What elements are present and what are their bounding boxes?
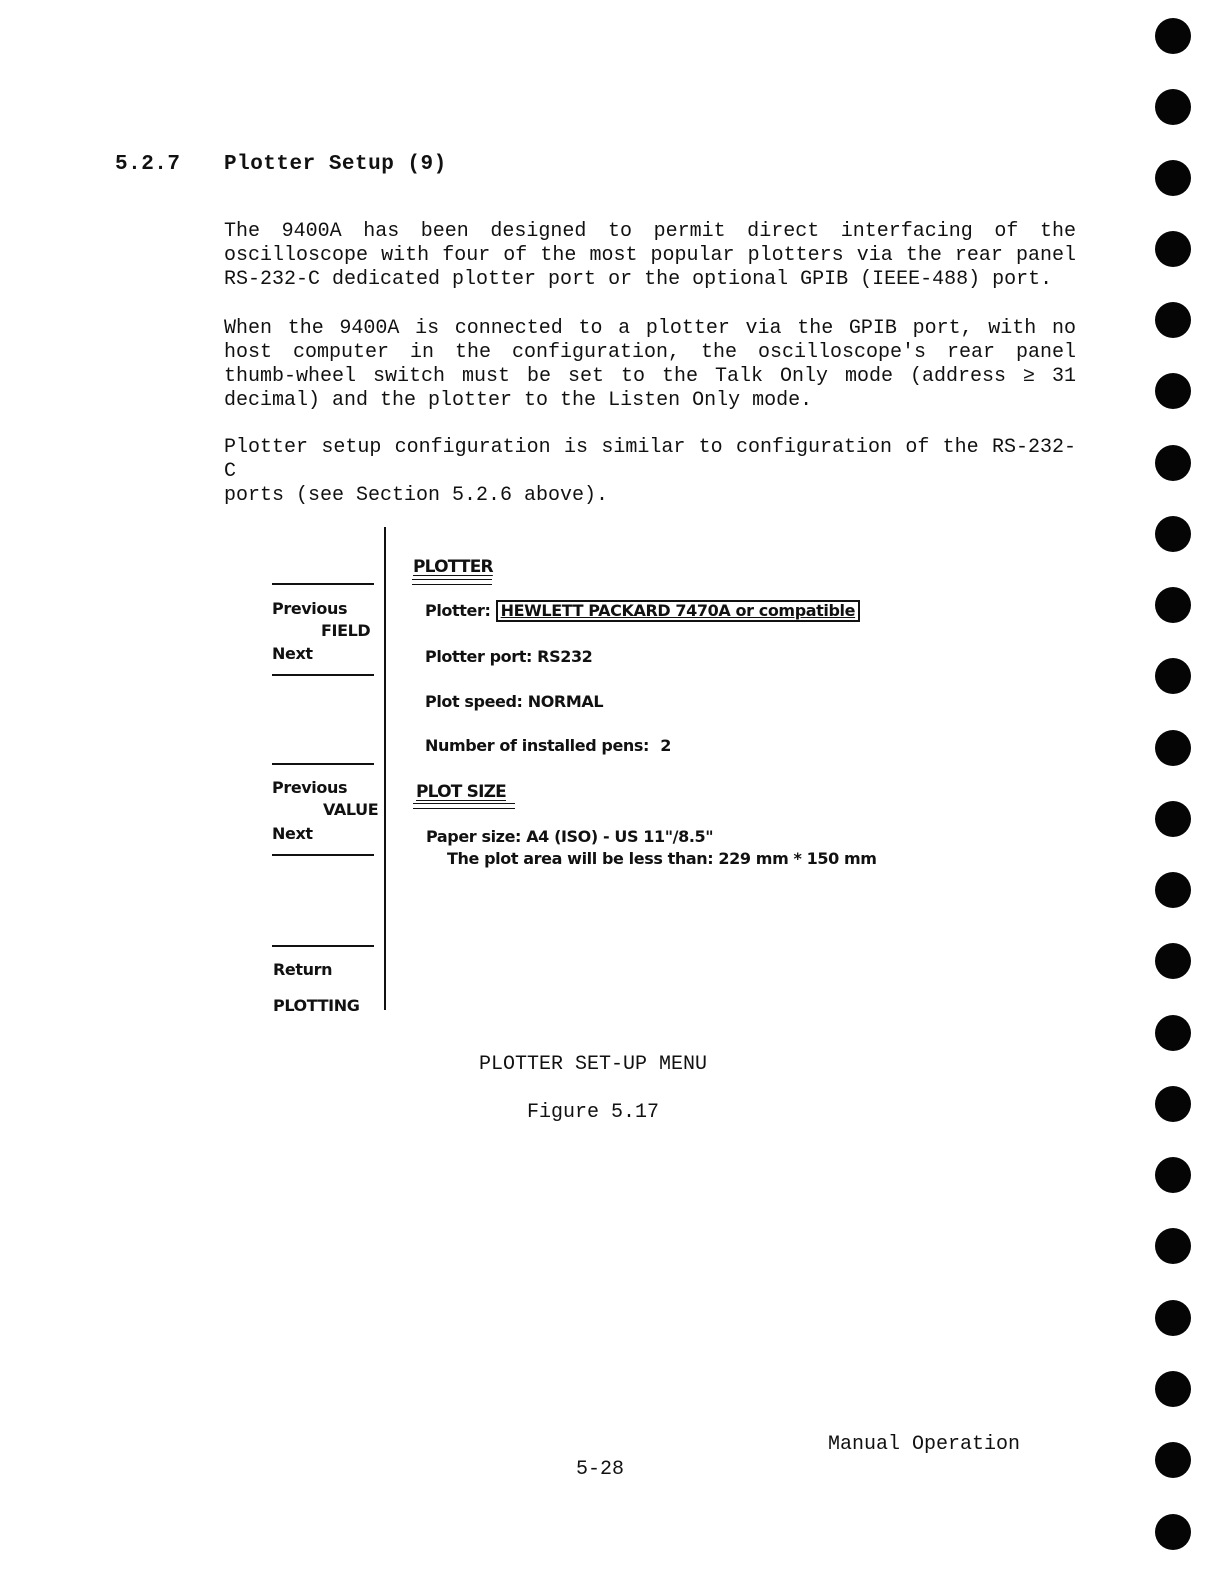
menu-heading-plot-size: PLOT SIZE — [416, 782, 506, 802]
footer-chapter: Manual Operation — [828, 1433, 1021, 1456]
soft-key-rule — [272, 674, 374, 676]
punch-hole-icon — [1155, 658, 1191, 694]
punch-hole-icon — [1155, 801, 1191, 837]
heading-double-rule — [412, 579, 492, 585]
paragraph-intro — [224, 220, 1076, 292]
paragraph-line: host computer in the configuration, the oscilloscope's rear panel — [224, 341, 1076, 364]
soft-key-field-label: FIELD — [321, 621, 371, 640]
paragraph-line: thumb-wheel switch must be set to the Talk Only mode (address ≥ 31 — [224, 365, 1076, 388]
punch-hole-icon — [1155, 1228, 1191, 1264]
binder-holes — [1155, 18, 1193, 1558]
speed-label: Plot speed: — [425, 692, 523, 711]
paragraph-gpib — [224, 317, 1076, 413]
punch-hole-icon — [1155, 373, 1191, 409]
punch-hole-icon — [1155, 1157, 1191, 1193]
plot-area-label: The plot area will be less than: — [447, 849, 714, 868]
paragraph-line: ports (see Section 5.2.6 above). — [224, 484, 609, 507]
soft-key-value-label: VALUE — [323, 800, 379, 819]
soft-key-return-target: PLOTTING — [273, 996, 360, 1015]
soft-key-next-value[interactable]: Next — [272, 824, 313, 843]
punch-hole-icon — [1155, 1015, 1191, 1051]
speed-value[interactable]: NORMAL — [527, 692, 604, 711]
menu-row-port — [425, 647, 592, 666]
paragraph-line: RS-232-C dedicated plotter port or the optional GPIB (IEEE-488) port. — [224, 268, 1053, 291]
soft-key-rule — [272, 583, 374, 585]
plot-area-value: 229 mm * 150 mm — [718, 849, 877, 868]
port-label: Plotter port: — [425, 647, 532, 666]
punch-hole-icon — [1155, 1371, 1191, 1407]
menu-heading-plotter: PLOTTER — [413, 557, 493, 577]
pens-label: Number of installed pens: — [425, 736, 650, 755]
paragraph-line: decimal) and the plotter to the Listen Only mode. — [224, 389, 813, 412]
menu-row-plotter — [425, 600, 860, 622]
paragraph-line: The 9400A has been designed to permit direct interfacing of the — [224, 220, 1076, 243]
soft-key-rule — [272, 945, 374, 947]
punch-hole-icon — [1155, 1086, 1191, 1122]
soft-key-previous-value[interactable]: Previous — [272, 778, 348, 797]
plotter-label: Plotter: — [425, 601, 491, 620]
punch-hole-icon — [1155, 943, 1191, 979]
page-number: 5-28 — [576, 1458, 625, 1481]
punch-hole-icon — [1155, 730, 1191, 766]
punch-hole-icon — [1155, 1300, 1191, 1336]
heading-double-rule — [413, 803, 515, 809]
menu-row-pens — [425, 736, 671, 755]
punch-hole-icon — [1155, 1442, 1191, 1478]
plotter-value-field[interactable]: HEWLETT PACKARD 7470A or compatible — [496, 600, 860, 622]
figure-number: Figure 5.17 — [527, 1101, 660, 1124]
paragraph-setup — [224, 436, 1076, 508]
punch-hole-icon — [1155, 302, 1191, 338]
menu-row-paper — [426, 827, 713, 846]
punch-hole-icon — [1155, 445, 1191, 481]
punch-hole-icon — [1155, 18, 1191, 54]
soft-key-next-field[interactable]: Next — [272, 644, 313, 663]
paragraph-line: oscilloscope with four of the most popular plotters via the rear panel — [224, 244, 1076, 267]
paragraph-line: Plotter setup configuration is similar to configuration of the RS-232-C — [224, 436, 1076, 483]
punch-hole-icon — [1155, 231, 1191, 267]
paper-label: Paper size: — [426, 827, 522, 846]
punch-hole-icon — [1155, 1514, 1191, 1550]
punch-hole-icon — [1155, 160, 1191, 196]
menu-row-plot-area — [447, 849, 877, 868]
punch-hole-icon — [1155, 89, 1191, 125]
menu-row-speed — [425, 692, 603, 711]
soft-key-return[interactable]: Return — [273, 960, 333, 979]
menu-divider — [384, 527, 386, 1010]
pens-value[interactable]: 2 — [660, 736, 671, 755]
figure-caption: PLOTTER SET-UP MENU — [479, 1053, 708, 1076]
soft-key-rule — [272, 854, 374, 856]
soft-key-rule — [272, 763, 374, 765]
section-number: 5.2.7 — [115, 153, 181, 176]
punch-hole-icon — [1155, 516, 1191, 552]
section-title: Plotter Setup (9) — [224, 153, 447, 176]
port-value[interactable]: RS232 — [537, 647, 593, 666]
soft-key-previous-field[interactable]: Previous — [272, 599, 348, 618]
punch-hole-icon — [1155, 587, 1191, 623]
paper-value[interactable]: A4 (ISO) - US 11"/8.5" — [526, 827, 714, 846]
punch-hole-icon — [1155, 872, 1191, 908]
paragraph-line: When the 9400A is connected to a plotter via the GPIB port, with no — [224, 317, 1076, 340]
